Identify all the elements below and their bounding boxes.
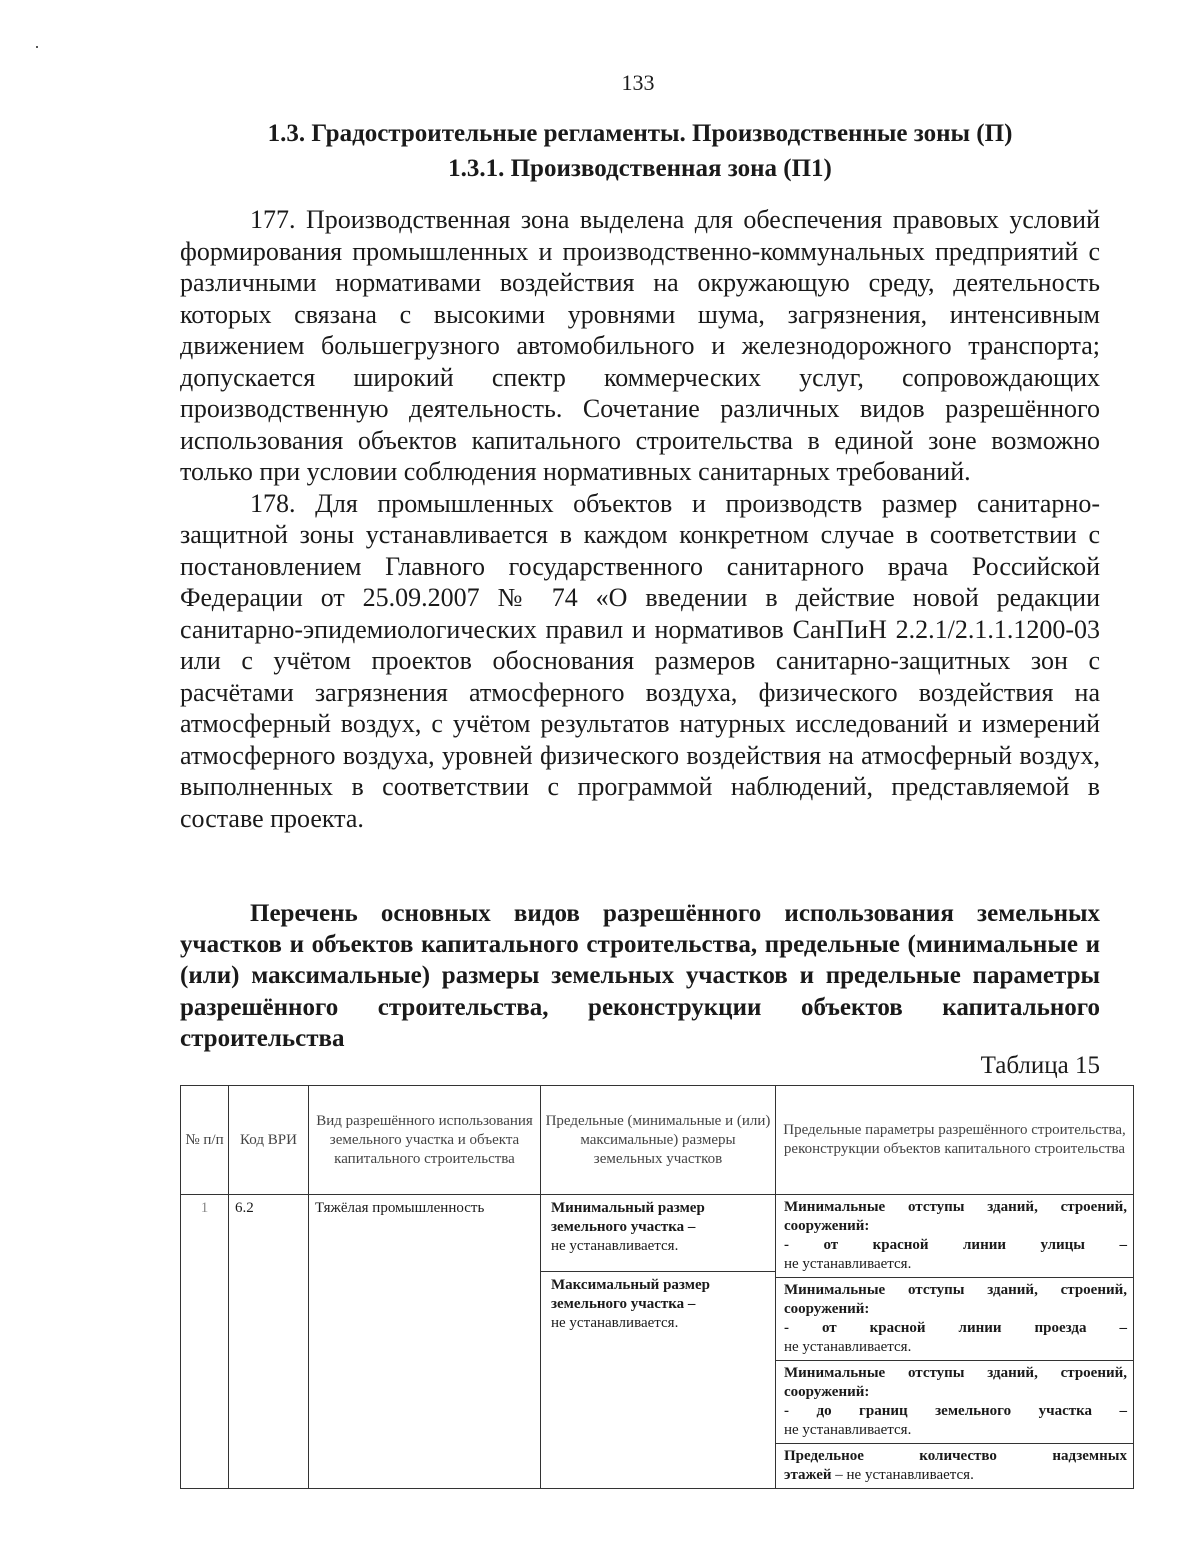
size-max-value: не устанавливается. [551, 1315, 679, 1331]
param-item: этажей [784, 1467, 832, 1483]
cell-num: 1 [181, 1195, 229, 1489]
param-item: - до границ земельного участка – [784, 1403, 1127, 1419]
param-title: Минимальные отступы зданий, строений, сооружений: [784, 1199, 1127, 1234]
size-min-title: Минимальный размер земельного участка – [551, 1200, 705, 1235]
size-max-title: Максимальный размер земельного участка – [551, 1277, 710, 1312]
table-row [181, 1195, 1134, 1489]
param-title: Минимальные отступы зданий, строений, сооружений: [784, 1365, 1127, 1400]
paragraph-178: 178. Для промышленных объектов и производств размер санитарно-защитной зоны устанавливается в каждом конкретном случае в соответствии с постановлением Главного государственного санитарного врача Российской Федерации от 25.09.2007 № 74 «О введении в действие новой редакции санитарно-эпидемиологических правил и нормативов СанПиН 2.2.1/2.1.1.1200-03 или с учётом проектов обоснования размеров санитарно-защитных зон с расчётами загрязнения атмосферного воздуха, физического воздействия на атмосферный воздух, с учётом результатов натурных исследований и измерений атмосферного воздуха, уровней физического воздействия на атмосферный воздух, выполненных в соответствии с программой наблюдений, представляемой в составе проекта. [180, 488, 1100, 833]
header-params: Предельные параметры разрешённого строительства, реконструкции объектов капитального строительства [776, 1086, 1134, 1195]
cell-params [776, 1195, 1134, 1489]
table-caption: Таблица 15 [980, 1052, 1100, 1079]
cell-code: 6.2 [229, 1195, 309, 1489]
subsection-title: 1.3.1. Производственная зона (П1) [448, 155, 832, 182]
cell-kind: Тяжёлая промышленность [309, 1195, 541, 1489]
paragraph-177: 177. Производственная зона выделена для обеспечения правовых условий формирования промышленных и производственно-коммунальных предприятий с различными нормативами воздействия на окружающую среду, деятельность которых связана с высокими уровнями шума, загрязнения, интенсивным движением большегрузного автомобильного и железнодорожного транспорта; допускается широкий спектр коммерческих услуг, сопровождающих производственную деятельность. Сочетание различных видов разрешённого использования объектов капитального строительства в единой зоне возможно только при условии соблюдения нормативных санитарных требований. [180, 205, 1100, 486]
section-headings [180, 116, 1100, 186]
body-text [180, 204, 1100, 834]
header-num: № п/п [181, 1086, 229, 1195]
param-title: Предельное количество надземных [784, 1448, 1127, 1464]
header-sizes: Предельные (минимальные и (или) максимальные) размеры земельных участков [541, 1086, 776, 1195]
list-title: Перечень основных видов разрешённого использования земельных участков и объектов капитального строительства, предельные (минимальные и (или) максимальные) размеры земельных участков и предельные параметры разрешённого строительства, реконструкции объектов капитального строительства [180, 900, 1100, 1052]
param-floors-line [784, 1466, 1127, 1485]
param-value: не устанавливается. [784, 1422, 912, 1438]
regulations-table [180, 1085, 1134, 1489]
param-value: – не устанавливается. [831, 1467, 974, 1483]
cell-sizes [541, 1195, 776, 1489]
table-header-row [181, 1086, 1134, 1195]
param-floors [776, 1443, 1133, 1488]
header-kind: Вид разрешённого использования земельного участка и объекта капитального строительства [309, 1086, 541, 1195]
size-max [541, 1271, 775, 1421]
section-title: 1.3. Градостроительные регламенты. Производственные зоны (П) [267, 120, 1013, 147]
size-min [541, 1195, 775, 1271]
scan-speck [36, 46, 38, 48]
param-value: не устанавливается. [784, 1339, 912, 1355]
param-passage-setback [776, 1277, 1133, 1360]
page-number: 133 [621, 70, 655, 95]
size-min-value: не устанавливается. [551, 1238, 679, 1254]
param-item: - от красной линии улицы – [784, 1237, 1127, 1253]
param-value: не устанавливается. [784, 1256, 912, 1272]
param-title: Минимальные отступы зданий, строений, сооружений: [784, 1282, 1127, 1317]
param-item: - от красной линии проезда – [784, 1320, 1127, 1336]
param-boundary-setback [776, 1360, 1133, 1443]
param-street-setback [776, 1195, 1133, 1277]
header-code: Код ВРИ [229, 1086, 309, 1195]
